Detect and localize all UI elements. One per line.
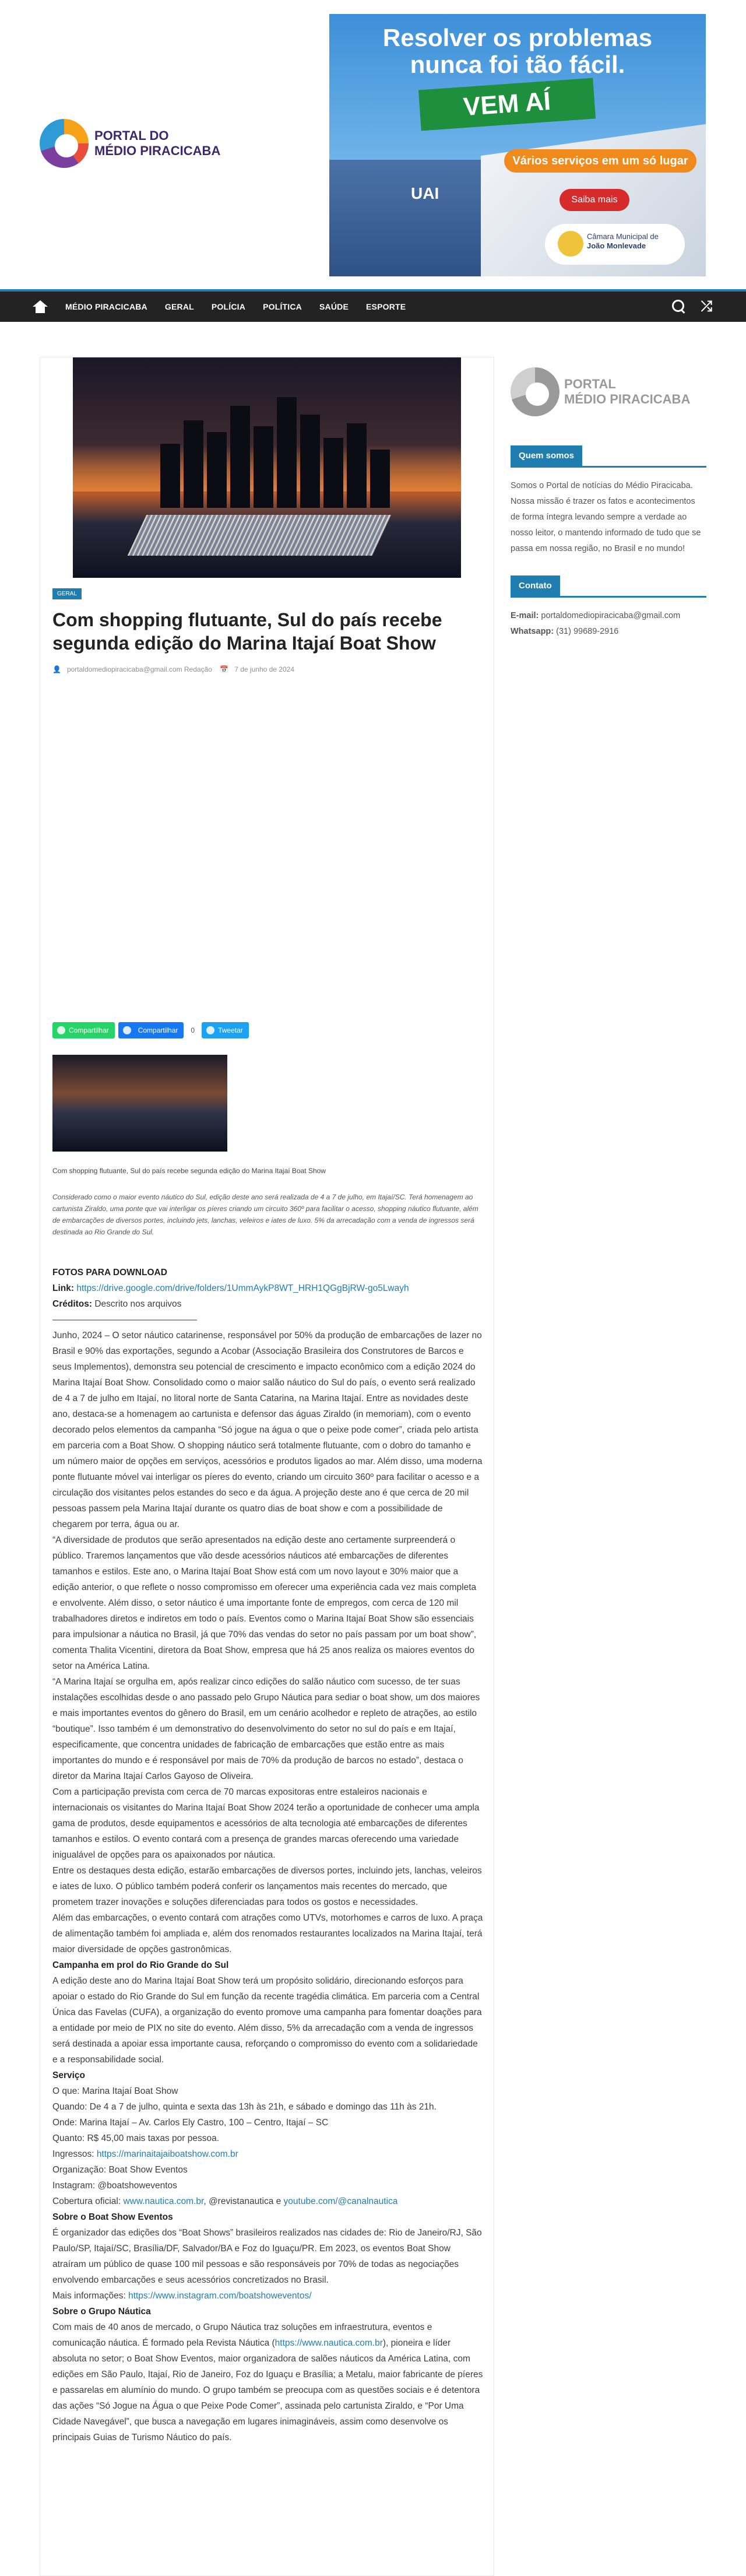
logo-line-2: MÉDIO PIRACICABA	[94, 143, 221, 158]
about-heading: Sobre o Boat Show Eventos	[52, 2212, 173, 2222]
post-author[interactable]: portaldomediopiracicaba@gmail.com Redação	[66, 665, 212, 673]
whatsapp-label: Whatsapp:	[511, 627, 554, 636]
email-value[interactable]: portaldomediopiracicaba@gmail.com	[541, 611, 681, 620]
paragraph-5: Entre os destaques desta edição, estarão embarcações de diversos portes, incluindo jets, lanchas, veleiros e iates de luxo. O público também poderá conferir os lançamentos mais recentes do mercado, que prometem trazer inovações e soluções diferenciadas para todos os gostos e necessidades.	[52, 1866, 482, 1907]
seal-icon	[558, 231, 583, 257]
whatsapp-share-button[interactable]	[52, 1022, 115, 1038]
paragraph-2: “A diversidade de produtos que serão apresentados na edição deste ano certamente surpreenderá o público. Traremos lançamentos que vão desde acessórios náuticos até embarcações de diferentes tamanhos e estilos. Este ano, o Marina Itajaí Boat Show está com um novo layout e 30% maior que a edição anterior, o que reflete o nosso compromisso em oferecer uma experiência cada vez mais completa e envolvente. Além disso, o setor náutico é uma importante fonte de empregos, com cerca de 120 mil trabalhadores diretos e indiretos em todo o país. Eventos como o Marina Itajaí Boat Show são essenciais para impulsionar a náutica no Brasil, já que 70% das vendas do setor no país passam por um boat show”, comenta Thalita Vicentini, diretora da Boat Show, empresa que há 25 anos realiza os maiores eventos do setor na América Latina.	[52, 1535, 477, 1671]
group-link[interactable]: https://www.nautica.com.br	[275, 2338, 383, 2348]
credits-value: Descrito nos arquivos	[94, 1299, 182, 1309]
nav-menu	[33, 292, 423, 322]
banner-pill: Vários serviços em um só lugar	[504, 149, 696, 173]
coverage-link-youtube[interactable]: youtube.com/@canalnautica	[283, 2196, 398, 2206]
tickets-label: Ingressos:	[52, 2149, 97, 2159]
hero-building	[184, 420, 203, 508]
whatsapp-value[interactable]: (31) 99689-2916	[556, 627, 619, 636]
contact-widget-rule	[511, 596, 706, 598]
user-icon: 👤	[52, 665, 61, 673]
coverage-link-site[interactable]: www.nautica.com.br	[123, 2196, 204, 2206]
image-caption: Com shopping flutuante, Sul do país recebe segunda edição do Marina Itajaí Boat Show	[52, 1167, 326, 1175]
featured-image	[73, 357, 461, 578]
email-label: E-mail:	[511, 611, 539, 620]
about-widget-rule	[511, 466, 706, 468]
sidebar	[511, 357, 706, 640]
nav-item-politica[interactable]: POLÍTICA	[263, 302, 302, 311]
nav-tools	[672, 300, 712, 314]
service-heading: Serviço	[52, 2070, 86, 2080]
banner-button[interactable]: Saiba mais	[560, 189, 629, 211]
sidebar-logo-mark-icon	[511, 367, 560, 416]
hero-building	[300, 415, 320, 508]
group-text-b: ), pioneira e líder absoluta no setor; o Boat Show Eventos, maior organizadora de salões náuticos da América Latina, com edições em São Paulo, Itajaí, Rio de Janeiro, Foz do Iguaçu e Brasília; a Metalu, maior fabricante de píeres e passarelas em alumínio do mundo. O grupo também se preocupa com as questões sociais e é detentora das ações “Só Jogue na Água o que Peixe Pode Comer”, assinada pelo cartunista Ziraldo, e “Por Uma Cidade Navegável”, que busca a navegação em lugares inimagináveis, assim como desenvolve os principais Guias de Turismo Náutico do país.	[52, 2338, 483, 2442]
banner-cta-main: VEM AÍ	[418, 78, 596, 131]
about-widget-text: Somos o Portal de notícias do Médio Piracicaba. Nossa missão é trazer os fatos e acontecimentos de forma íntegra levando sempre a verdade ao nosso leitor, o mantendo informado de tudo que se passa em nossa região, no Brasil e no mundo!	[511, 481, 701, 553]
contact-widget-title: Contato	[511, 575, 560, 596]
sidebar-logo-line-2: MÉDIO PIRACICABA	[564, 392, 691, 406]
service-where: Onde: Marina Itajaí – Av. Carlos Ely Castro, 100 – Centro, Itajaí – SC	[52, 2118, 329, 2128]
contact-email	[511, 608, 706, 624]
share-count: 0	[191, 1026, 195, 1034]
logo-text	[94, 128, 220, 159]
post-date[interactable]: 7 de junho de 2024	[234, 665, 294, 673]
hero-building	[277, 397, 297, 508]
download-link[interactable]: https://drive.google.com/drive/folders/1UmmAykP8WT_HRH1QGgBjRW-go5Lwayh	[76, 1283, 409, 1293]
article-image	[52, 1055, 227, 1152]
paragraph-6: Além das embarcações, o evento contará com atrações como UTVs, motorhomes e carros de luxo. A praça de alimentação também foi ampliada e, além dos renomados restaurantes localizados na Marina Itajaí, terá maior diversidade de opções gastronômicas.	[52, 1913, 483, 1954]
downloads-heading: FOTOS PARA DOWNLOAD	[52, 1268, 167, 1278]
twitter-share-button[interactable]	[202, 1022, 249, 1038]
paragraph-1: Junho, 2024 – O setor náutico catarinense, responsável por 50% da produção de embarcações de lazer no Brasil e 90% das exportações, segundo a Acobar (Associação Brasileira dos Construtores de Barcos e seus Implementos), demonstra seu potencial de crescimento e impacto econômico com a edição 2024 do Marina Itajaí Boat Show. Consolidado como o maior salão náutico do Sul do país, o evento será realizado de 4 a 7 de julho em Itajaí, no litoral norte de Santa Catarina, na Marina Itajaí. Entre as novidades deste ano, destaca-se a homenagem ao cartunista e defensor das águas Ziraldo (in memoriam), com o evento decorado pelos elementos da campanha “Só jogue na água o que o peixe pode comer”, criada pelo artista em parceria com a Boat Show. O shopping náutico será totalmente flutuante, com o dobro do tamanho e um número maior de opções em serviços, acessórios e produtos ligados ao mar. Além disso, uma moderna ponte flutuante móvel vai interligar os píeres do evento, criando um circuito 360º para facilitar o acesso e a circulação dos visitantes pelos estandes do seco e da água. A projeção deste ano é que cerca de 20 mil pessoas passem pela Marina Itajaí durante os quatro dias de boat show e com a possibilidade de chegarem por terra, água ou ar.	[52, 1331, 483, 1529]
logo-mark-icon	[40, 119, 89, 168]
hero-marina	[128, 515, 392, 556]
paragraph-3: “A Marina Itajaí se orgulha em, após realizar cinco edições do salão náutico com sucesso, de ter suas instalações escolhidas desde o ano passado pelo Grupo Náutica para sediar o boat show, um dos maiores e mais importantes eventos do gênero do Brasil, em um cenário acolhedor e repleto de atrações, ao estilo “boutique”. Isso também é um demonstrativo do desenvolvimento do setor no sul do país e em Itajaí, especificamente, que concentra unidades de fabricação de embarcações que estão entre as mais importantes do mundo e é responsável por mais de 70% da produção de barcos no estado”, destaca o diretor da Marina Itajaí Carlos Gayoso de Oliveira.	[52, 1677, 480, 1781]
share-bar	[52, 1022, 249, 1038]
article	[40, 357, 494, 2576]
service-when: Quando: De 4 a 7 de julho, quinta e sexta das 13h às 21h, e sábado e domingo das 11h às 21h.	[52, 2102, 437, 2112]
facebook-share-button[interactable]	[118, 1022, 184, 1038]
random-icon[interactable]: ⤮	[701, 299, 712, 314]
calendar-icon: 📅	[220, 665, 229, 673]
rs-heading: Campanha em prol do Rio Grande do Sul	[52, 1960, 229, 1970]
article-body	[52, 1265, 484, 2445]
hero-building	[370, 450, 390, 508]
nav-item-geral[interactable]: GERAL	[164, 302, 194, 311]
main-navigation	[0, 289, 746, 322]
hero-building	[160, 444, 180, 508]
sidebar-logo-line-1: PORTAL	[564, 377, 616, 391]
site-logo[interactable]	[40, 119, 220, 168]
coverage-mid: , @revistanautica e	[203, 2196, 284, 2206]
article-lead: Considerado como o maior evento náutico do Sul, edição deste ano será realizada de 4 a 7 de julho, em Itajaí/SC. Terá homenagem ao cartunista Ziraldo, uma ponte que vai interligar os píeres criando um circuito 360º para facilitar o acesso, shopping náutico flutuante, além de embarcações de diversos portes, incluindo jets, lanchas, veleiros e iates de luxo. 5% da arrecadação com a venda de ingressos será destinada ao Rio Grande do Sul.	[52, 1193, 478, 1236]
nav-item-saude[interactable]: SAÚDE	[319, 302, 349, 311]
nav-item-policia[interactable]: POLÍCIA	[211, 302, 246, 311]
search-icon[interactable]	[672, 300, 686, 314]
service-what: O que: Marina Itajaí Boat Show	[52, 2086, 178, 2096]
more-link[interactable]: https://www.instagram.com/boatshoweventos/	[128, 2291, 312, 2301]
banner-headline: Resolver os problemas nunca foi tão fácil.	[382, 24, 653, 78]
category-badge[interactable]: GERAL	[52, 588, 82, 599]
whatsapp-share-label: Compartilhar	[69, 1026, 109, 1034]
about-widget-title: Quem somos	[511, 445, 582, 466]
group-heading: Sobre o Grupo Náutica	[52, 2307, 151, 2317]
nav-item-medio-piracicaba[interactable]: MÉDIO PIRACICABA	[65, 302, 147, 311]
site-header	[0, 0, 746, 289]
nav-item-esporte[interactable]: ESPORTE	[366, 302, 406, 311]
sidebar-logo-text	[564, 377, 690, 407]
banner-building-sign: UAI	[411, 184, 439, 202]
service-price: Quanto: R$ 45,00 mais taxas por pessoa.	[52, 2133, 220, 2143]
banner-seal-line-1: Câmara Municipal de	[587, 232, 659, 241]
post-title: Com shopping flutuante, Sul do país recebe segunda edição do Marina Itajaí Boat Show	[52, 609, 442, 654]
instagram-line: Instagram: @boatshoweventos	[52, 2181, 177, 2191]
sidebar-logo[interactable]	[511, 357, 706, 427]
hero-building	[230, 406, 250, 508]
about-text: É organizador das edições dos “Boat Shows” brasileiros realizados nas cidades de: Rio de Janeiro/RJ, São Paulo/SP, Itajaí/SC, Brasília/DF, Salvador/BA e Foz do Iguaçu/PR. Em 2023, os eventos Boat Show atraíram um público de quase 100 mil pessoas e são responsáveis por 70% de todas as negociações envolvendo embarcações e seus acessórios concretizados no Brasil.	[52, 2228, 482, 2285]
banner-building-left	[329, 160, 481, 276]
rs-text: A edição deste ano do Marina Itajaí Boat Show terá um propósito solidário, direcionando esforços para apoiar o estado do Rio Grande do Sul em função da recente tragédia climática. Em parceria com a Central Única das Favelas (CUFA), a organização do evento promove uma campanha para fomentar doações para a entidade por meio de PIX no site do evento. Além disso, 5% da arrecadação com a venda de ingressos será destinada a apoiar essa importante causa, reforçando o compromisso do evento com a solidariedade e a responsabilidade social.	[52, 1976, 482, 2065]
header-ad-banner[interactable]	[329, 14, 706, 276]
twitter-share-label: Tweetar	[218, 1026, 243, 1034]
paragraph-4: Com a participação prevista com cerca de 70 marcas expositoras entre estaleiros nacionais e internacionais os visitantes do Marina Itajaí Boat Show 2024 terão a oportunidade de conhecer uma ampla gama de produtos, desde equipamentos e acessórios de alta tecnologia até embarcações de diferentes tamanhos e estilos. O evento contará com a presença de grandes marcas oferecendo uma variedade inigualável de opções para os apaixonados por náutica.	[52, 1787, 480, 1860]
hero-building	[254, 426, 273, 508]
hero-building	[323, 438, 343, 508]
link-label: Link:	[52, 1283, 75, 1293]
banner-seal-line-2: João Monlevade	[587, 241, 646, 250]
contact-whatsapp	[511, 624, 706, 640]
banner-seal	[545, 224, 685, 265]
post-meta	[52, 665, 300, 673]
separator: ————————————————	[52, 1315, 197, 1325]
organization-line: Organização: Boat Show Eventos	[52, 2165, 188, 2175]
more-label: Mais informações:	[52, 2291, 129, 2301]
tickets-link[interactable]: https://marinaitajaiboatshow.com.br	[96, 2149, 238, 2159]
home-icon[interactable]	[33, 300, 48, 313]
group-text-a: Com mais de 40 anos de mercado, o Grupo Náutica traz soluções em infraestrutura, eventos e comunicação náutica. É formado pela Revista Náutica (	[52, 2322, 432, 2348]
hero-building	[347, 423, 367, 508]
hero-building	[207, 432, 227, 508]
coverage-label: Cobertura oficial:	[52, 2196, 124, 2206]
credits-label: Créditos:	[52, 1299, 93, 1309]
logo-line-1: PORTAL DO	[94, 128, 169, 143]
facebook-share-label: Compartilhar	[138, 1026, 178, 1034]
